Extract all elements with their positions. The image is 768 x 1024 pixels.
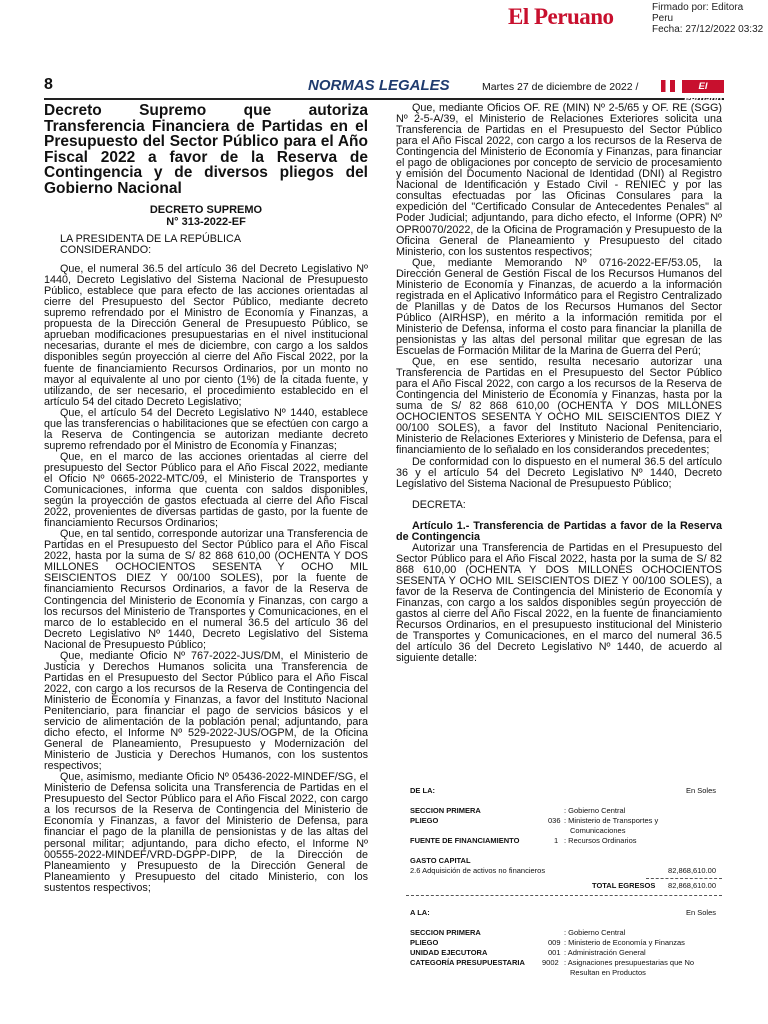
decreta-label: DECRETA:	[412, 498, 466, 511]
paragraph: Que, el numeral 36.5 del artículo 36 del Decreto Legislativo Nº 1440, Decreto Legislativo del Sistema Nacional de Presupuesto Público, establece que para efecto de las acciones orientadas al cierre del Presupuesto del Sector Público, mediante decreto supremo refrendado por el Ministro de Economía y Finanzas, a propuesta de la Dirección General de Presupuesto Público, se aprueban modificaciones presupuestarias en el nivel institucional necesarias, durante el mes de diciembre, con cargo a los saldos disponibles según proyección al cierre del Año Fiscal 2022, por la fuente de financiamiento Recursos Ordinarios, por un monto no mayor al equivalente al uno por ciento (1%) de la citada fuente, y utilizando, de ser necesario, el procedimiento establecido en el artículo 54 del citado Decreto Legislativo;	[44, 263, 368, 408]
considerando-label: CONSIDERANDO:	[60, 244, 152, 257]
currency-label: En Soles	[685, 786, 716, 795]
brand-badge: El Peruano	[683, 81, 722, 105]
categoria-value-cont: Resultan en Productos	[570, 968, 646, 977]
fuente-code: 1	[554, 836, 559, 845]
gasto-amount: 82,868,610.00	[668, 866, 716, 875]
divider	[406, 895, 722, 896]
total-label: TOTAL EGRESOS	[592, 881, 656, 890]
seccion-label: SECCION PRIMERA	[410, 806, 481, 815]
fuente-value: : Recursos Ordinarios	[564, 836, 637, 845]
paragraph: Que, asimismo, mediante Oficio Nº 05436-2022-MINDEF/SG, el Ministerio de Defensa solicita una Transferencia de Partidas en el Presupuesto del Sector Público para el Año Fiscal 2022, con cargo a los recursos de la Reserva de Contingencia del Ministerio de Economía y Finanzas, a favor del Ministerio de Defensa, para financiar el pago de la planilla de pensionistas y de las altas del personal militar; adjuntando, para dicho efecto, el Informe Nº 00555-2022-MINDEF/VRD-DGPP-DIPP, de la Dirección de Planeamiento y Presupuesto de la Dirección General de Planeamiento y Presupuesto del citado Ministerio, con los sustentos respectivos;	[44, 771, 368, 894]
pliego-label: PLIEGO	[410, 938, 439, 947]
gasto-label: GASTO CAPITAL	[410, 856, 471, 865]
decree-title: Decreto Supremo que autoriza Transferencia Financiera de Partidas en el Presupuesto del Sector Público para el Año Fiscal 2022 a favor de la Reserva de Contingencia y de diversos pliegos del Gobierno Nacional	[44, 102, 368, 197]
seccion-value: : Gobierno Central	[564, 806, 626, 815]
pliego-code: 036	[548, 816, 561, 825]
gasto-item: 2.6 Adquisición de activos no financieros	[410, 866, 546, 875]
fuente-label: FUENTE DE FINANCIAMIENTO	[410, 836, 520, 845]
pliego-label: PLIEGO	[410, 816, 439, 825]
section-title: NORMAS LEGALES	[308, 77, 450, 94]
total-amount: 82,868,610.00	[668, 881, 716, 890]
a-la-label: A LA:	[410, 908, 430, 917]
article-1-title: Artículo 1.- Transferencia de Partidas a favor de la Reserva de Contingencia	[396, 519, 722, 543]
paragraph: Que, en el marco de las acciones orientadas al cierre del presupuesto del Sector Público para el Año Fiscal 2022, mediante el Oficio Nº 0665-2022-MTC/09, el Ministerio de Transportes y Comunicaciones, informa que cuenta con saldos disponibles, según la proyección de gastos efectuada al cierre del Año Fiscal 2022, provenientes de diversas partidas de gasto, por la fuente de financiamiento Recursos Ordinarios;	[44, 450, 368, 530]
unidad-code: 001	[548, 948, 561, 957]
decree-label: DECRETO SUPREMO	[149, 204, 263, 216]
paragraph: Que, mediante Oficio Nº 767-2022-JUS/DM, el Ministerio de Justicia y Derechos Humanos solicita una Transferencia de Partidas en el Presupuesto del Sector Público para el Año Fiscal 2022, con cargo a los recursos de la Reserva de Contingencia del Ministerio de Economía y Finanzas, a favor del Instituto Nacional Penitenciario, para financiar el pago de servicios básicos y el servicio de alimentación de la población penal; adjuntando, para dicho efecto, el Informe Nº 529-2022-JUS/OGPM, de la Oficina General de Planeamiento, Presupuesto y Modernización del Ministerio de Justicia y Derechos Humanos, con los sustentos respectivos;	[44, 649, 368, 773]
pliego-value: : Ministerio de Transportes y	[564, 816, 659, 825]
paragraph: De conformidad con lo dispuesto en el numeral 36.5 del artículo 36 y el artículo 54 del Decreto Legislativo Nº 1440, Decreto Legislativo del Sistema Nacional de Presupuesto Público;	[396, 455, 722, 490]
signature-line: Fecha: 27/12/2022 03:32	[652, 24, 764, 35]
unidad-value: : Administración General	[564, 948, 646, 957]
signature-line: Peru	[652, 13, 674, 24]
right-column	[396, 103, 722, 664]
pliego-value: : Ministerio de Economía y Finanzas	[564, 938, 685, 947]
signature-line: Firmado por: Editora	[652, 2, 744, 13]
categoria-value: : Asignaciones presupuestarias que No	[564, 958, 695, 967]
unidad-label: UNIDAD EJECUTORA	[410, 948, 488, 957]
seccion-label: SECCION PRIMERA	[410, 928, 481, 937]
paragraph: Que, mediante Memorando Nº 0716-2022-EF/53.05, la Dirección General de Gestión Fiscal de los Recursos Humanos del Ministerio de Economía y Finanzas, de acuerdo a la información registrada en el Aplicativo Informático para el Registro Centralizado de Planillas y de Datos de los Recursos Humanos del Sector Público (AIRHSP), en mérito a la información remitida por el Ministerio de Defensa, informa el costo para financiar la planilla de pensionistas y las altas del personal militar que egresan de las Escuelas de Formación Militar de la Marina de Guerra del Perú;	[396, 256, 722, 358]
presidenta-line: LA PRESIDENTA DE LA REPÚBLICA	[60, 233, 242, 245]
paragraph: Que, en tal sentido, corresponde autorizar una Transferencia de Partidas en el Presupuesto del Sector Público para el Año Fiscal 2022, hasta por la suma de S/ 82 868 610,00 (OCHENTA Y DOS MILLONES OCHOCIENTOS SESENTA Y OCHO MIL SEISCIENTOS DIEZ Y 00/100 SOLES), por la fuente de financiamiento Recursos Ordinarios, a favor de la Reserva de Contingencia del Ministerio de Economía y Finanzas, con cargo a los recursos del Ministerio de Transportes y Comunicaciones, en el marco de lo establecido en el numeral 36.5 del artículo 36 del Decreto Legislativo Nº 1440, Decreto Legislativo del Sistema Nacional de Presupuesto Público;	[44, 528, 368, 651]
categoria-label: CATEGORÍA PRESUPUESTARIA	[410, 958, 525, 967]
budget-table	[406, 786, 722, 978]
decree-code: N° 313-2022-EF	[166, 216, 246, 228]
article-1-text: Autorizar una Transferencia de Partidas en el Presupuesto del Sector Público para el Año Fiscal 2022, hasta por la suma de S/ 82 868 610,00 (OCHENTA Y DOS MILLONES OCHOCIENTOS SESENTA Y OCHO MIL SEISCIENTOS DIEZ Y 00/100 SOLES), a favor de la Reserva de Contingencia del Ministerio de Economía y Finanzas, con cargo a los saldos disponibles según proyección de gastos al cierre del Año Fiscal 2022, en la fuente de financiamiento Recursos Ordinarios, en el presupuesto institucional del Ministerio de Transportes y Comunicaciones, en el marco del numeral 36.5 del artículo 36 del Decreto Legislativo Nº 1440, de acuerdo al siguiente detalle:	[396, 541, 722, 665]
page-number: 8	[44, 76, 53, 93]
divider	[646, 878, 722, 879]
digital-signature	[652, 2, 763, 35]
paragraph: Que, en ese sentido, resulta necesario autorizar una Transferencia de Partidas en el Presupuesto del Sector Público para el Año Fiscal 2022, con cargo a los recursos de la Reserva de Contingencia del Ministerio de Economía y Finanzas, hasta por la suma de S/ 82 868 610,00 (OCHENTA Y DOS MILLONES OCHOCIENTOS SESENTA Y OCHO MIL SEISCIENTOS DIEZ Y 00/100 SOLES), a favor del Instituto Nacional Penitenciario, Ministerio de Relaciones Exteriores y Ministerio de Defensa, para el financiamiento de lo señalado en los considerandos precedentes;	[396, 356, 722, 457]
top-bar	[0, 0, 768, 40]
el-peruano-logo: El Peruano	[508, 4, 614, 29]
seccion-value: : Gobierno Central	[564, 928, 626, 937]
categoria-code: 9002	[542, 958, 559, 967]
paragraph: Que, mediante Oficios OF. RE (MIN) Nº 2-5/65 y OF. RE (SGG) Nº 2-5-A/39, el Ministerio de Relaciones Exteriores solicita una Transferencia de Partidas en el Presupuesto del Sector Público para el Año Fiscal 2022, con cargo a los recursos de la Reserva de Contingencia del Ministerio de Economía y Finanzas, para financiar el pago de obligaciones por concepto de servicio de procesamiento y emisión del Documento Nacional de Identidad (DNI) al Registro Nacional de Identificación y Estado Civil - RENIEC y por las consultas efectuadas por las Oficinas Consulares para la expedición del "Certificado Consular de Antecedentes Penales" al Poder Judicial; adjuntando, para dicho efecto, el Informe (OPR) Nº OPR0070/2022, de la Oficina de Programación y Presupuesto de la Oficina General de Planeamiento y Presupuesto del citado Ministerio, con los sustentos respectivos;	[396, 102, 722, 258]
pliego-value-cont: Comunicaciones	[570, 826, 626, 835]
de-la-label: DE LA:	[410, 786, 435, 795]
page-header	[44, 76, 724, 105]
currency-label: En Soles	[685, 908, 716, 917]
decree-number	[44, 204, 368, 228]
peru-flag-icon	[661, 80, 675, 92]
issue-date: Martes 27 de diciembre de 2022 /	[482, 81, 639, 93]
paragraph: Que, el artículo 54 del Decreto Legislativo Nº 1440, establece que las transferencias o habilitaciones que se efectúen con cargo a la Reserva de Contingencia se autorizan mediante decreto supremo refrendado por el Ministro de Economía y Finanzas;	[44, 406, 368, 452]
pliego-code: 009	[548, 938, 561, 947]
left-column	[44, 103, 368, 894]
